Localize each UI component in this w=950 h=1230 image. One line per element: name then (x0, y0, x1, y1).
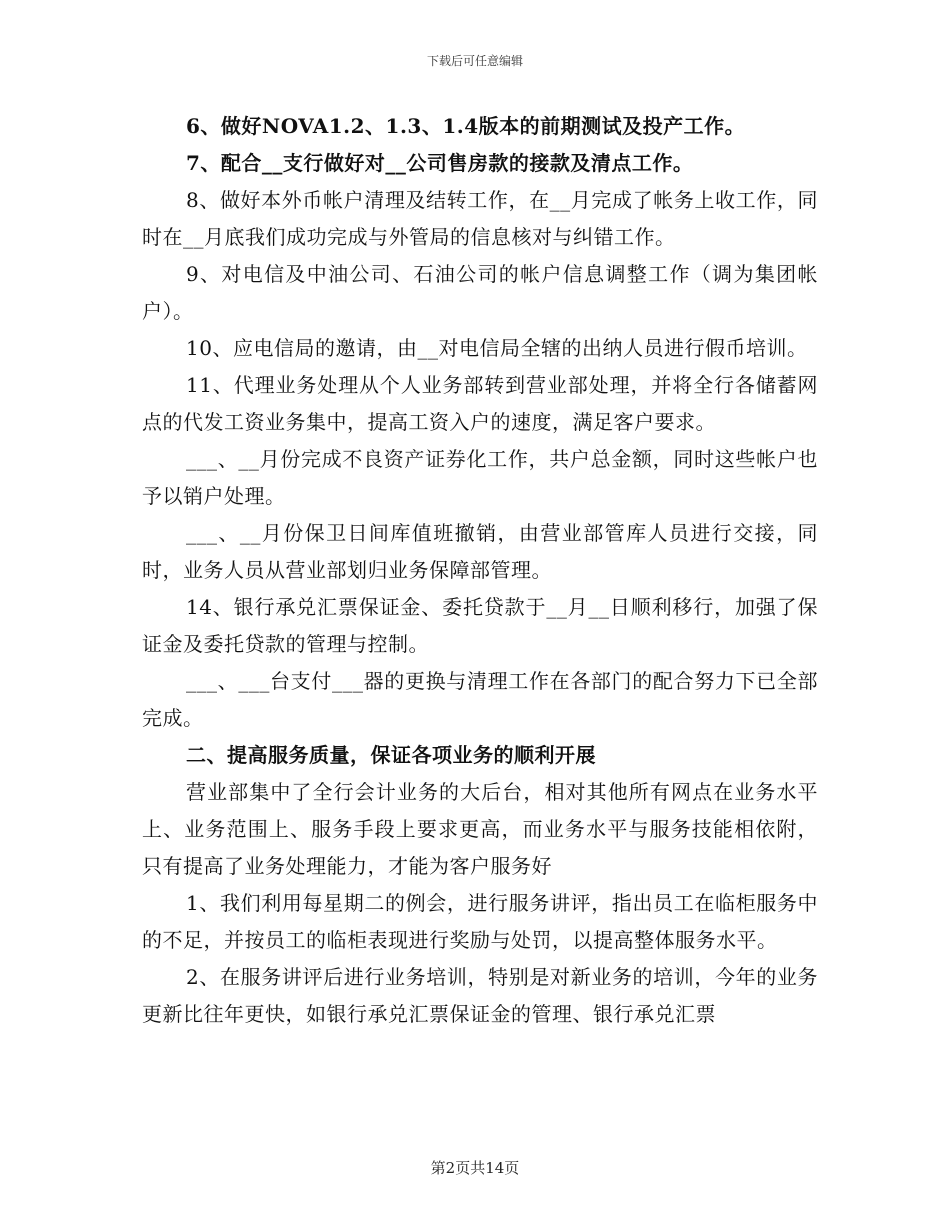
section-heading: 二、提高服务质量，保证各项业务的顺利开展 (186, 743, 596, 767)
paragraph-item-7: 7、配合__支行做好对__公司售房款的接款及清点工作。 (186, 151, 694, 175)
section-intro-paragraph: 营业部集中了全行会计业务的大后台，相对其他所有网点在业务水平上、业务范围上、服务手段上要求更高，而业务水平与服务技能相依附，只有提高了业务处理能力，才能为客户服务好 (142, 780, 818, 878)
paragraph-item-12: ___、__月份完成不良资产证券化工作，共户总金额，同时这些帐户也予以销户处理。 (142, 447, 818, 508)
paragraph-item-9: 9、对电信及中油公司、石油公司的帐户信息调整工作（调为集团帐户）。 (142, 262, 818, 323)
paragraph-item-10: 10、应电信局的邀请，由__对电信局全辖的出纳人员进行假币培训。 (186, 336, 808, 360)
document-body (142, 108, 818, 1033)
paragraph-item-15: ___、___台支付___器的更换与清理工作在各部门的配合努力下已全部完成。 (142, 669, 818, 730)
paragraph-item-6: 6、做好NOVA1.2、1.3、1.4版本的前期测试及投产工作。 (186, 114, 746, 138)
paragraph-item-13: ___、__月份保卫日间库值班撤销，由营业部管库人员进行交接，同时，业务人员从营业部划归业务保障部管理。 (142, 521, 818, 582)
paragraph-item-8: 8、做好本外币帐户清理及结转工作，在__月完成了帐务上收工作，同时在__月底我们成功完成与外管局的信息核对与纠错工作。 (142, 188, 818, 249)
service-paragraph-2: 2、在服务讲评后进行业务培训，特别是对新业务的培训，今年的业务更新比往年更快，如银行承兑汇票保证金的管理、银行承兑汇票 (142, 965, 818, 1026)
service-paragraph-1: 1、我们利用每星期二的例会，进行服务讲评，指出员工在临柜服务中的不足，并按员工的临柜表现进行奖励与处罚，以提高整体服务水平。 (142, 891, 818, 952)
page-footer: 第2页共14页 (430, 1159, 520, 1177)
paragraph-item-11: 11、代理业务处理从个人业务部转到营业部处理，并将全行各储蓄网点的代发工资业务集中，提高工资入户的速度，满足客户要求。 (142, 373, 818, 434)
page-header: 下载后可任意编辑 (426, 54, 523, 68)
paragraph-item-14: 14、银行承兑汇票保证金、委托贷款于__月__日顺利移行，加强了保证金及委托贷款的管理与控制。 (142, 595, 818, 656)
